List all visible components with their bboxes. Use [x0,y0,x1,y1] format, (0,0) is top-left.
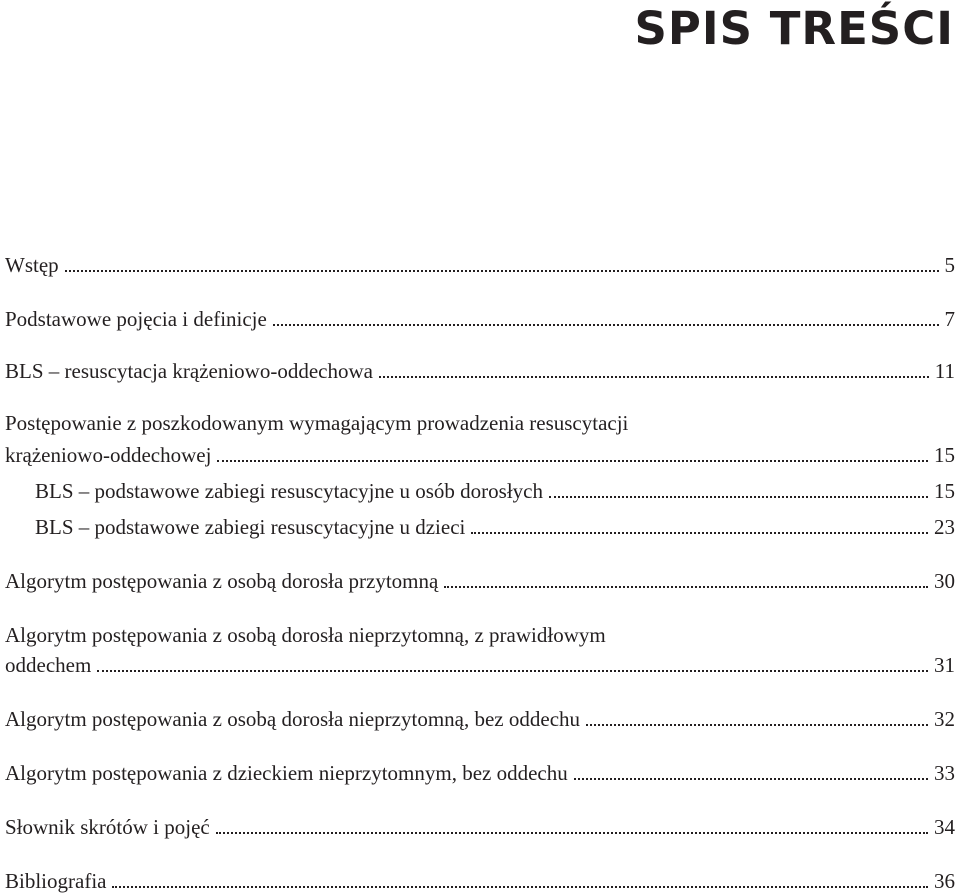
page-title: SPIS TREŚCI [634,2,954,55]
toc-entry-algorytm-prawidlowy-oddech[interactable] [5,652,955,678]
toc-entry-title-line1: Algorytm postępowania z osobą dorosła nieprzytomną, z prawidłowym [5,623,606,647]
toc-entry-slownik[interactable] [5,814,955,840]
toc-page-number: 34 [934,815,955,839]
toc-entry-title: Algorytm postępowania z osobą dorosła nieprzytomną, bez oddechu [5,707,581,731]
dot-leader [586,724,928,726]
toc-page-number: 33 [934,761,955,785]
dot-leader [65,270,939,272]
toc-entry-title-line1: Postępowanie z poszkodowanym wymagającym prowadzenia resuscytacji [5,411,629,435]
toc-entry-postepowanie[interactable] [5,442,955,468]
dot-leader [574,778,928,780]
toc-subentry-bls-dzieci[interactable] [35,514,955,540]
toc-subentry-bls-dorosli[interactable] [35,478,955,504]
toc-entry-title: Bibliografia [5,869,107,893]
dot-leader [97,670,928,672]
dot-leader [444,586,928,588]
dot-leader [549,496,928,498]
toc-entry-title: krążeniowo-oddechowej [5,443,212,467]
toc-entry-wstep[interactable] [5,252,955,278]
toc-entry-title: Algorytm postępowania z osobą dorosła przytomną [5,569,439,593]
toc-entry-algorytm-dziecko[interactable] [5,760,955,786]
toc-entry-title: BLS – podstawowe zabiegi resuscytacyjne u dzieci [35,515,466,539]
toc-page-number: 11 [934,359,955,383]
dot-leader [112,886,928,888]
toc-page-number: 32 [934,707,955,731]
dot-leader [379,376,929,378]
toc-page-number: 7 [944,307,955,331]
toc-page-number: 23 [934,515,955,539]
toc-page-number: 31 [934,653,955,677]
toc-entry-title: oddechem [5,653,92,677]
toc-entry-bls-resuscytacja[interactable] [5,358,955,384]
toc-entry-algorytm-bez-oddechu[interactable] [5,706,955,732]
dot-leader [217,460,928,462]
toc-entry-title: Algorytm postępowania z dzieckiem nieprzytomnym, bez oddechu [5,761,568,785]
toc-page-number: 15 [934,443,955,467]
toc-entry-podstawowe-pojecia[interactable] [5,306,955,332]
toc-entry-title: BLS – podstawowe zabiegi resuscytacyjne u osób dorosłych [35,479,543,503]
toc-entry-title: Wstęp [5,253,59,277]
toc-entry-algorytm-przytomna[interactable] [5,568,955,594]
toc-page-number: 36 [934,869,955,893]
dot-leader [216,832,928,834]
toc-entry-bibliografia[interactable] [5,868,955,894]
toc-page-number: 5 [944,253,955,277]
toc-entry-title: Podstawowe pojęcia i definicje [5,307,267,331]
toc-entry-title: BLS – resuscytacja krążeniowo-oddechowa [5,359,373,383]
toc-page-number: 15 [934,479,955,503]
toc-entry-title: Słownik skrótów i pojęć [5,815,210,839]
dot-leader [273,324,939,326]
dot-leader [471,532,928,534]
toc-page-number: 30 [934,569,955,593]
